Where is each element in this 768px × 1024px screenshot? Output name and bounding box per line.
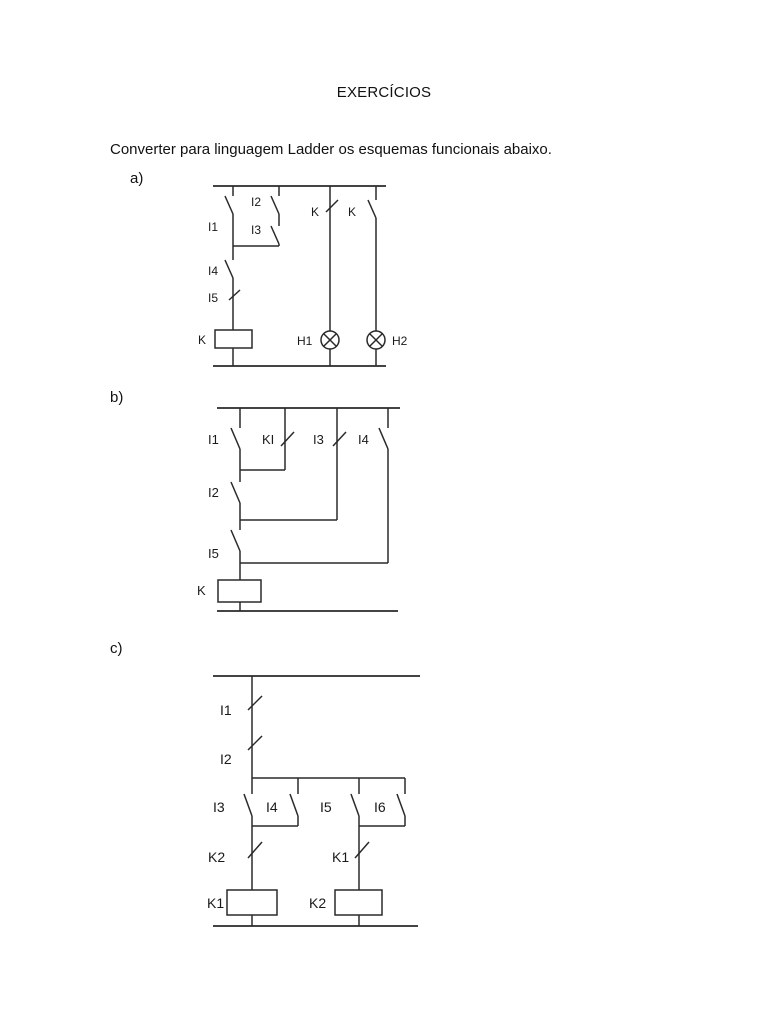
coil-k-symbol <box>215 330 252 348</box>
contact-i1-symbol <box>231 428 240 449</box>
label-coil-k1: K1 <box>207 895 225 911</box>
label-k-nc: K <box>311 205 320 219</box>
label-i3: I3 <box>251 223 262 237</box>
label-i4: I4 <box>208 264 219 278</box>
contact-ki-nc-mark <box>281 432 294 446</box>
contact-i3-symbol <box>244 794 252 816</box>
label-i4: I4 <box>358 432 369 447</box>
contact-i6-symbol <box>397 794 405 816</box>
label-i4: I4 <box>266 799 278 815</box>
label-i2: I2 <box>251 195 262 209</box>
label-i5: I5 <box>208 291 219 305</box>
label-h2: H2 <box>392 334 408 348</box>
contact-i1-nc-mark <box>248 696 262 710</box>
contact-i4-symbol <box>290 794 298 816</box>
contact-i5-symbol <box>231 530 240 551</box>
contact-i2-nc-mark <box>248 736 262 750</box>
contact-i2-symbol <box>271 196 279 214</box>
contact-i3-symbol <box>271 226 279 244</box>
instruction-text: Converter para linguagem Ladder os esquemas funcionais abaixo. <box>110 141 552 158</box>
contact-i5-symbol <box>351 794 359 816</box>
contact-k-nc-mark <box>326 200 338 212</box>
label-i5: I5 <box>208 546 219 561</box>
label-k2-contact: K2 <box>208 849 226 865</box>
contact-i5-nc-mark <box>229 290 240 300</box>
label-i6: I6 <box>374 799 386 815</box>
exercise-c-label: c) <box>110 640 123 657</box>
label-i1: I1 <box>208 220 219 234</box>
label-coil-k: K <box>198 333 207 347</box>
contact-i3-nc-mark <box>333 432 346 446</box>
exercise-b-label: b) <box>110 389 124 406</box>
label-k1-contact: K1 <box>332 849 350 865</box>
contact-k1-nc-mark <box>355 842 369 858</box>
contact-i1-symbol <box>225 196 233 214</box>
coil-k1-symbol <box>227 890 277 915</box>
label-i3: I3 <box>313 432 324 447</box>
coil-k2-symbol <box>335 890 382 915</box>
label-coil-k: K <box>197 583 206 598</box>
label-i2: I2 <box>208 485 219 500</box>
label-i1: I1 <box>220 702 232 718</box>
page-title: EXERCÍCIOS <box>336 84 432 101</box>
contact-i2-symbol <box>231 482 240 503</box>
contact-i4-symbol <box>225 260 233 278</box>
label-i5: I5 <box>320 799 332 815</box>
label-i3: I3 <box>213 799 225 815</box>
contact-k2-nc-mark <box>248 842 262 858</box>
label-ki: KI <box>262 432 275 447</box>
label-coil-k2: K2 <box>309 895 327 911</box>
label-i1: I1 <box>208 432 219 447</box>
contact-k-no-symbol <box>368 200 376 218</box>
diagram-b <box>0 395 768 620</box>
exercise-a-label: a) <box>130 170 144 187</box>
label-h1: H1 <box>297 334 313 348</box>
coil-k-symbol <box>218 580 261 602</box>
diagram-c <box>0 665 768 935</box>
label-i2: I2 <box>220 751 232 767</box>
label-k-no: K <box>348 205 357 219</box>
contact-i4-symbol <box>379 428 388 449</box>
diagram-a <box>0 170 768 380</box>
